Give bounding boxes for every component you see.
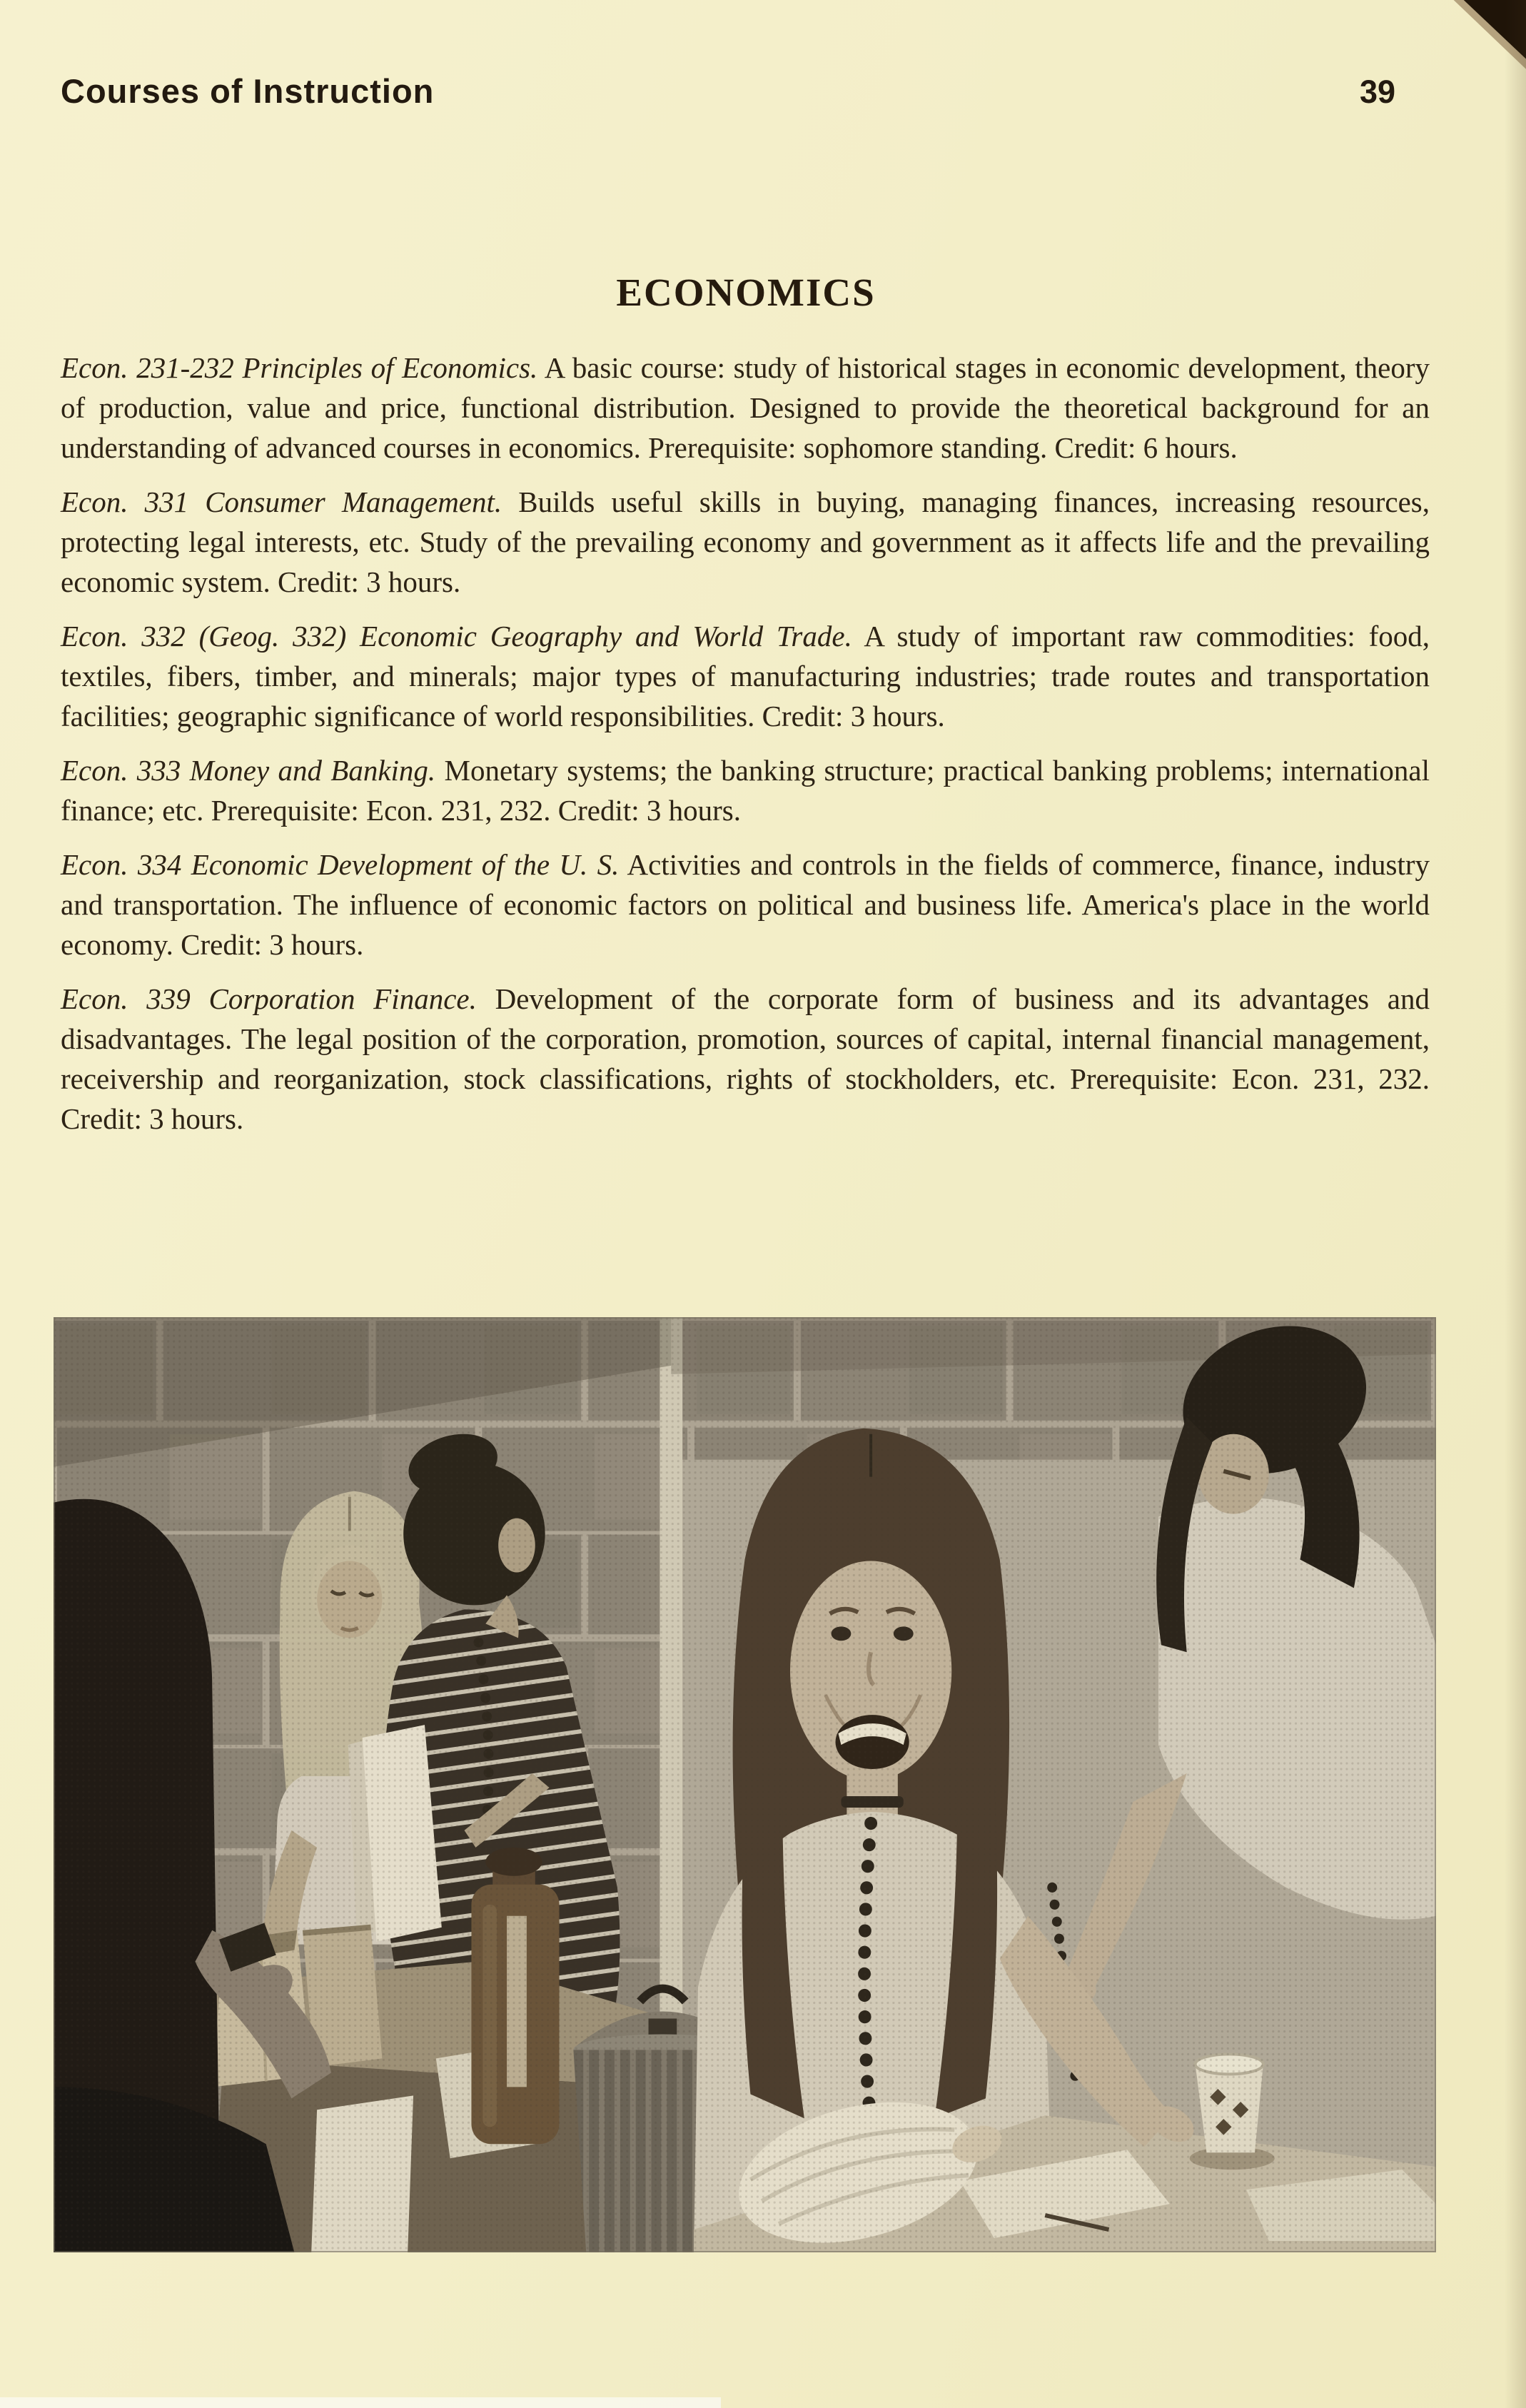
course-lead: Econ. 339 Corporation Finance.: [61, 982, 477, 1015]
course-lead: Econ. 331 Consumer Management.: [61, 485, 502, 518]
course-lead: Econ. 231-232 Principles of Economics.: [61, 351, 538, 384]
page-number: 39: [1359, 74, 1395, 110]
course-description: Builds useful skills in buying, managing finances, increasing resources, protecting legal interests, etc. Study of the prevailing economy and government as it affects life and the prevailing economic system. Credit: 3 hours.: [61, 485, 1430, 598]
classroom-photo-illustration: [54, 1317, 1436, 2252]
course-entry-econ-333: [61, 750, 1430, 830]
course-description: A study of important raw commodities: food, textiles, fibers, timber, and minerals; major types of manufacturing industries; trade routes and transportation facilities; geographic significance of world responsibilities. Credit: 3 hours.: [61, 620, 1430, 732]
course-lead: Econ. 333 Money and Banking.: [61, 754, 436, 787]
course-entry-econ-339: [61, 979, 1430, 1139]
course-entry-econ-331: [61, 482, 1430, 602]
classroom-photo: [54, 1317, 1436, 2252]
page-edge-shading: [1505, 0, 1526, 2408]
course-lead: Econ. 332 (Geog. 332) Economic Geography and World Trade.: [61, 620, 852, 653]
course-lead: Econ. 334 Economic Development of the U. S.: [61, 848, 620, 881]
course-description: A basic course: study of historical stages in economic development, theory of production, value and price, functional distribution. Designed to provide the theoretical background for an understanding of advanced courses in economics. Prerequisite: sophomore standing. Credit: 6 hours.: [61, 351, 1430, 464]
course-entry-econ-231-232: [61, 348, 1430, 468]
section-title: ECONOMICS: [616, 271, 876, 314]
course-entry-econ-332: [61, 616, 1430, 736]
halftone-overlay: [54, 1317, 1436, 2252]
course-description: Activities and controls in the fields of commerce, finance, industry and transportation. The influence of economic factors on political and business life. America's place in the world economy. Credit: 3 hours.: [61, 848, 1430, 961]
course-description: Monetary systems; the banking structure; practical banking problems; international finance; etc. Prerequisite: Econ. 231, 232. Credit: 3 hours.: [61, 754, 1430, 827]
running-header: [61, 71, 1395, 111]
course-description: Development of the corporate form of business and its advantages and disadvantages. The legal position of the corporation, promotion, sources of capital, internal financial management, receivership and reorganization, stock classifications, rights of stockholders, etc. Prerequisite: Econ. 231, 232. Credit: 3 hours.: [61, 982, 1430, 1135]
header-title: Courses of Instruction: [61, 72, 435, 110]
scan-edge-strip: [0, 2397, 721, 2408]
course-list: [61, 348, 1430, 1153]
course-entry-econ-334: [61, 845, 1430, 964]
